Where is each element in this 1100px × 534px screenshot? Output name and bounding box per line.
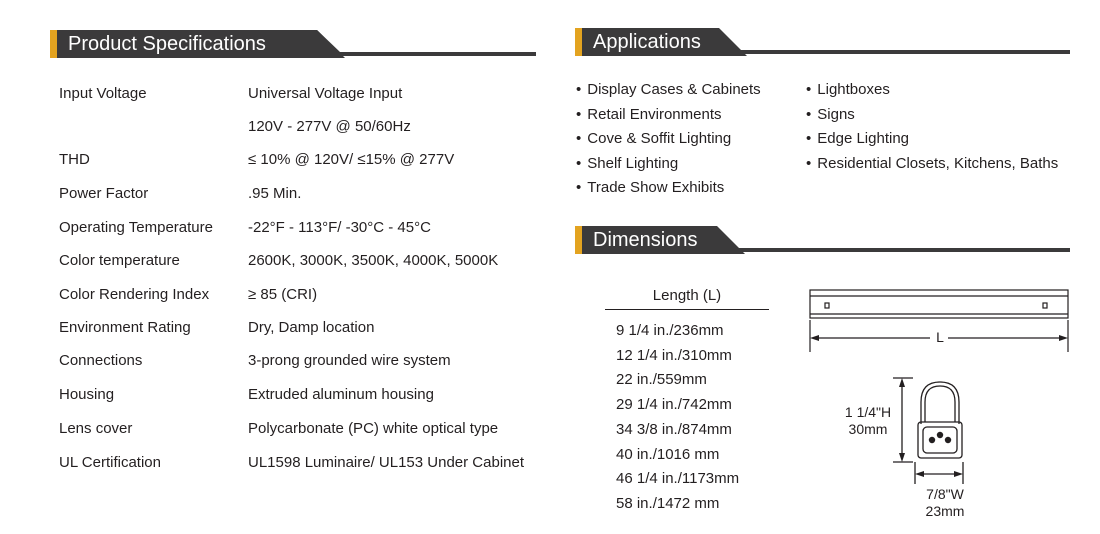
length-item: 12 1/4 in./310mm	[616, 346, 732, 364]
spec-label: Color temperature	[59, 252, 180, 269]
length-item: 22 in./559mm	[616, 371, 707, 389]
application-item: • Cove & Soffit Lighting	[576, 127, 761, 152]
spec-value: ≤ 10% @ 120V/ ≤15% @ 277V	[248, 151, 455, 168]
width-imperial-label: 7/8"W	[926, 486, 964, 502]
spec-row	[59, 84, 579, 117]
spec-value: 2600K, 3000K, 3500K, 4000K, 5000K	[248, 252, 499, 269]
spec-label: Lens cover	[59, 420, 133, 437]
spec-label: Power Factor	[59, 185, 149, 202]
application-item: • Shelf Lighting	[576, 152, 761, 177]
length-marker-label: L	[936, 329, 944, 345]
length-item: 40 in./1016 mm	[616, 445, 720, 463]
spec-row	[59, 453, 579, 486]
application-item: • Signs	[806, 103, 1058, 128]
spec-value: UL1598 Luminaire/ UL153 Under Cabinet	[248, 454, 525, 471]
spec-row	[59, 150, 579, 183]
header-accent	[575, 226, 582, 254]
length-item: 29 1/4 in./742mm	[616, 396, 732, 414]
spec-label: UL Certification	[59, 454, 161, 471]
length-list	[616, 319, 739, 517]
spec-value: 3-prong grounded wire system	[248, 352, 451, 369]
length-item: 58 in./1472 mm	[616, 494, 720, 512]
width-metric-label: 23mm	[925, 503, 965, 519]
spec-row	[59, 285, 579, 318]
spec-row	[59, 218, 579, 251]
spec-row	[59, 117, 579, 150]
spec-value: Extruded aluminum housing	[248, 386, 434, 403]
application-item: • Retail Environments	[576, 103, 761, 128]
applications-header	[575, 28, 1070, 56]
spec-row	[59, 318, 579, 351]
header-accent	[50, 30, 57, 58]
spec-label: Environment Rating	[59, 319, 191, 336]
length-header-underline	[605, 309, 769, 310]
spec-label: Housing	[59, 386, 115, 403]
applications-list-right	[806, 78, 1058, 176]
spec-label: Connections	[59, 352, 143, 369]
length-item: 34 3/8 in./874mm	[616, 420, 732, 438]
application-item: • Trade Show Exhibits	[576, 176, 761, 201]
fixture-cross-section-drawing	[885, 372, 980, 494]
spec-label: Operating Temperature	[59, 219, 213, 236]
section-title: Applications	[593, 31, 701, 53]
length-item: 9 1/4 in./236mm	[616, 322, 724, 339]
section-title: Dimensions	[593, 229, 698, 251]
spec-value: Polycarbonate (PC) white optical type	[248, 420, 499, 437]
spec-value: -22°F - 113°F/ -30°C - 45°C	[248, 219, 431, 236]
length-column-header: Length (L)	[652, 287, 722, 304]
height-metric-label: 30mm	[848, 421, 888, 437]
spec-value: 120V - 277V @ 50/60Hz	[248, 118, 411, 135]
spec-row	[59, 251, 579, 284]
height-imperial-label: 1 1/4"H	[844, 404, 892, 420]
spec-row	[59, 184, 579, 217]
application-item: • Residential Closets, Kitchens, Baths	[806, 152, 1058, 177]
spec-value: ≥ 85 (CRI)	[248, 286, 318, 303]
dimensions-header	[575, 226, 1070, 254]
spec-label: Input Voltage	[59, 85, 147, 102]
spec-row	[59, 419, 579, 452]
application-item: • Lightboxes	[806, 78, 1058, 103]
spec-value: Universal Voltage Input	[248, 85, 403, 102]
spec-row	[59, 351, 579, 384]
spec-label: Color Rendering Index	[59, 286, 210, 303]
applications-list-left	[576, 78, 761, 201]
spec-value: .95 Min.	[248, 185, 302, 202]
section-title: Product Specifications	[68, 33, 266, 55]
product-specifications-header	[50, 30, 536, 58]
application-item: • Display Cases & Cabinets	[576, 78, 761, 103]
spec-label: THD	[59, 151, 90, 168]
spec-row	[59, 385, 579, 418]
header-accent	[575, 28, 582, 56]
application-item: • Edge Lighting	[806, 127, 1058, 152]
length-item: 46 1/4 in./1173mm	[616, 470, 740, 488]
spec-value: Dry, Damp location	[248, 319, 375, 336]
